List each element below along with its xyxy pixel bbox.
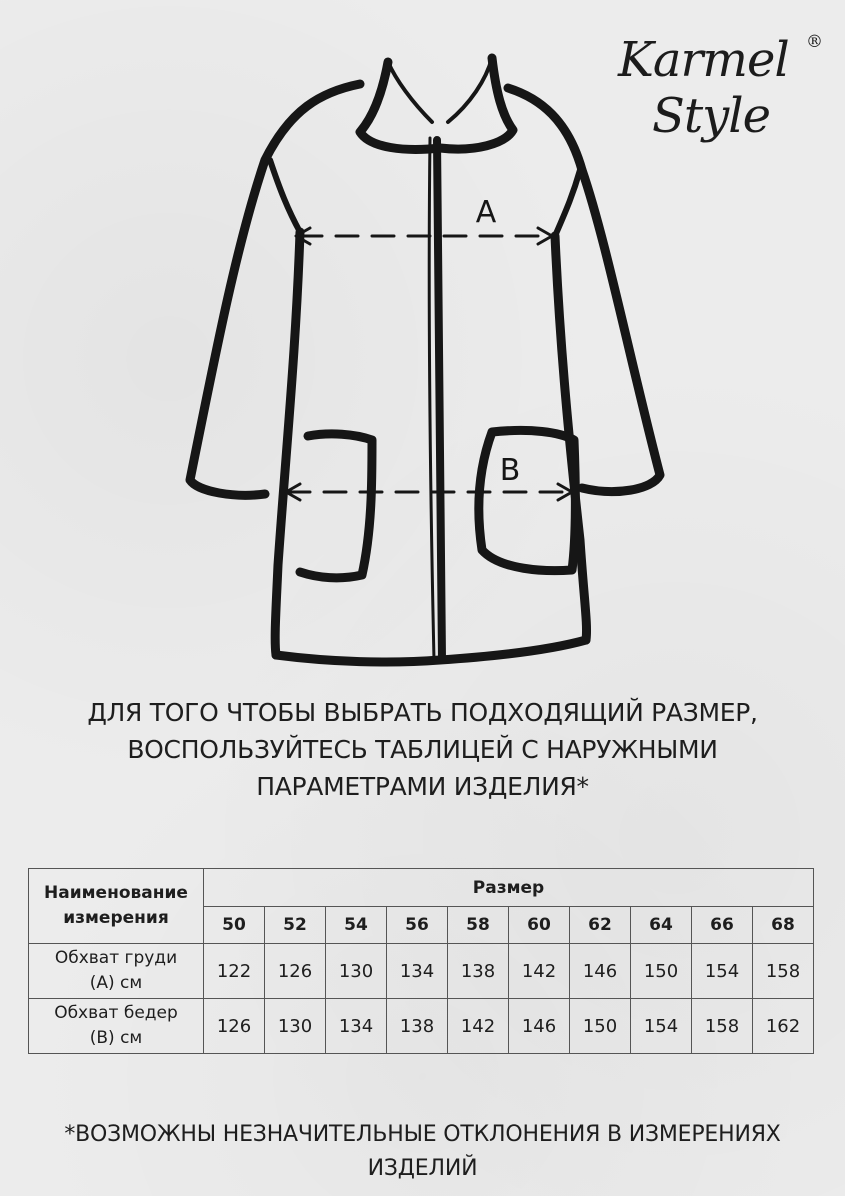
measure-b-label: B [499, 453, 521, 488]
chest-label-line-2: (А) см [89, 973, 143, 993]
size-table [28, 868, 814, 1054]
hips-value: 126 [204, 999, 265, 1054]
collar-inner-left [388, 62, 432, 122]
size-cell: 60 [509, 907, 570, 944]
hem [276, 640, 586, 662]
hips-row [29, 999, 814, 1054]
measure-a-arrow-right [538, 228, 552, 244]
footnote [40, 1118, 805, 1186]
headline-line-3: ПАРАМЕТРАМИ ИЗДЕЛИЯ* [256, 772, 589, 801]
front-placket-edge [429, 138, 434, 660]
hips-value: 162 [753, 999, 814, 1054]
registered-mark: ® [806, 32, 823, 52]
left-pocket [300, 434, 372, 578]
collar-inner-right [448, 58, 492, 122]
headline-line-1: ДЛЯ ТОГО ЧТОБЫ ВЫБРАТЬ ПОДХОДЯЩИЙ РАЗМЕР, [87, 698, 758, 727]
chest-value: 126 [265, 944, 326, 999]
hips-label-line-2: (В) см [89, 1028, 143, 1048]
size-header: Размер [204, 869, 814, 907]
chest-label [29, 944, 204, 999]
size-cell: 56 [387, 907, 448, 944]
hips-label-line-1: Обхват бедер [54, 1003, 178, 1023]
measurement-name-header-line-2: измерения [63, 908, 169, 928]
hips-value: 158 [692, 999, 753, 1054]
coat-collar [360, 58, 513, 149]
hips-value: 150 [570, 999, 631, 1054]
chest-row [29, 944, 814, 999]
chest-value: 134 [387, 944, 448, 999]
chest-value: 146 [570, 944, 631, 999]
hips-value: 146 [509, 999, 570, 1054]
measure-a-label: A [475, 195, 497, 230]
size-table-header-row [29, 869, 814, 907]
size-cell: 50 [204, 907, 265, 944]
front-placket [437, 140, 442, 660]
hips-label [29, 999, 204, 1054]
footnote-line-2: ИЗДЕЛИЙ [367, 1156, 478, 1181]
chest-value: 130 [326, 944, 387, 999]
measurement-name-header-line-1: Наименование [44, 883, 188, 903]
size-cell: 52 [265, 907, 326, 944]
size-cell: 66 [692, 907, 753, 944]
left-armhole [270, 160, 300, 232]
hips-value: 142 [448, 999, 509, 1054]
brand-line-2: Style [652, 88, 771, 144]
footnote-line-1: *ВОЗМОЖНЫ НЕЗНАЧИТЕЛЬНЫЕ ОТКЛОНЕНИЯ В ИЗМЕРЕНИЯХ [64, 1122, 781, 1147]
size-cell: 68 [753, 907, 814, 944]
hips-value: 138 [387, 999, 448, 1054]
brand-line-1: Karmel [618, 32, 789, 88]
hips-value: 130 [265, 999, 326, 1054]
measurement-name-header [29, 869, 204, 944]
size-cell: 64 [631, 907, 692, 944]
chest-value: 122 [204, 944, 265, 999]
hips-value: 134 [326, 999, 387, 1054]
headline-line-2: ВОСПОЛЬЗУЙТЕСЬ ТАБЛИЦЕЙ С НАРУЖНЫМИ [127, 735, 718, 764]
chest-value: 142 [509, 944, 570, 999]
chest-value: 150 [631, 944, 692, 999]
size-cell: 62 [570, 907, 631, 944]
right-armhole [555, 170, 580, 236]
chest-value: 158 [753, 944, 814, 999]
size-cell: 54 [326, 907, 387, 944]
hips-value: 154 [631, 999, 692, 1054]
left-side [275, 232, 300, 655]
right-pocket [479, 430, 576, 570]
chest-value: 138 [448, 944, 509, 999]
size-cell: 58 [448, 907, 509, 944]
chest-value: 154 [692, 944, 753, 999]
chest-label-line-1: Обхват груди [54, 948, 178, 968]
instruction-headline [40, 694, 805, 805]
